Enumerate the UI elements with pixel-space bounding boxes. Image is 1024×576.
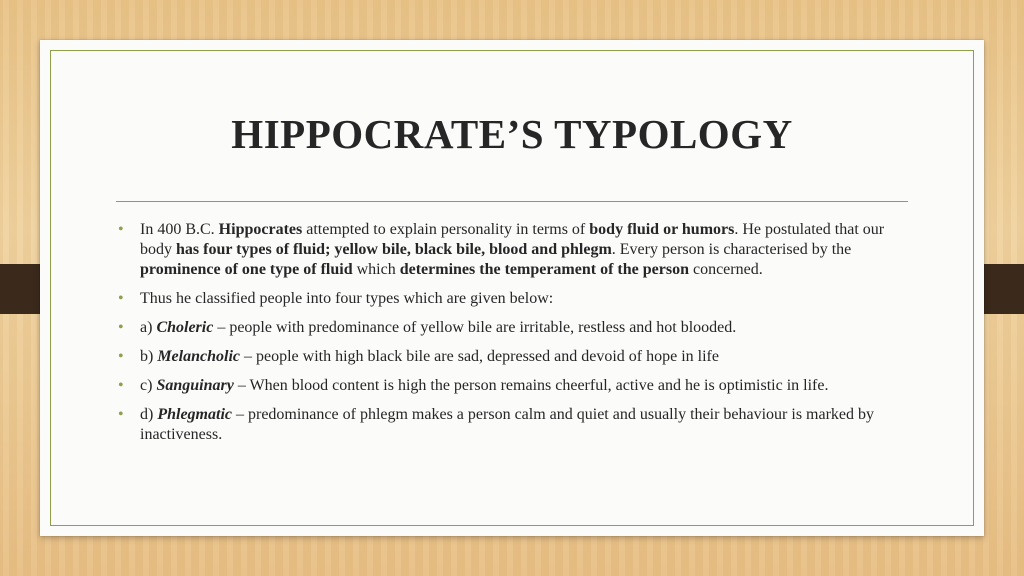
- bullet-text: c): [140, 377, 157, 394]
- bullet-text: In 400 B.C.: [140, 221, 219, 238]
- title-divider: [116, 201, 908, 202]
- bullet-emphasis: Sanguinary: [156, 377, 234, 394]
- bullet-text: – When blood content is high the person remains cheerful, active and he is optimistic in life.: [233, 377, 829, 394]
- bullet-emphasis: Phlegmatic: [157, 406, 232, 423]
- bullet-item: [140, 376, 900, 396]
- bullet-emphasis: Choleric: [156, 319, 214, 336]
- bullet-text: d): [140, 406, 158, 423]
- bullet-text: which: [352, 261, 400, 278]
- bullet-text: a): [140, 319, 157, 336]
- bullet-emphasis: has four types of fluid; yellow bile, black bile, blood and phlegm: [176, 241, 612, 258]
- slide-card: [40, 40, 984, 536]
- bullet-text: attempted to explain personality in terms of: [302, 221, 590, 238]
- bullet-text: . Every person is characterised by the: [611, 241, 852, 258]
- bullet-list: [140, 220, 900, 454]
- bullet-item: [140, 220, 900, 280]
- bullet-item: [140, 318, 900, 338]
- slide-title: HIPPOCRATE’S TYPOLOGY: [231, 111, 793, 157]
- bullet-text: – people with predominance of yellow bile are irritable, restless and hot blooded.: [213, 319, 737, 336]
- bullet-emphasis: body fluid or humors: [589, 221, 735, 238]
- bullet-emphasis: Hippocrates: [218, 221, 303, 238]
- bullet-text: b): [140, 348, 158, 365]
- bullet-text: – people with high black bile are sad, depressed and devoid of hope in life: [240, 348, 719, 365]
- bullet-text: Thus he classified people into four types which are given below:: [140, 290, 554, 307]
- bullet-item: [140, 405, 900, 445]
- bullet-text: . He postulated that our body: [140, 221, 885, 258]
- bullet-text: concerned.: [688, 261, 763, 278]
- bullet-emphasis: determines the temperament of the person: [399, 261, 689, 278]
- bullet-emphasis: prominence of one type of fluid: [140, 261, 353, 278]
- bullet-text: – predominance of phlegm makes a person calm and quiet and usually their behaviour is marked by inactiveness.: [140, 406, 875, 443]
- bullet-item: [140, 289, 900, 309]
- bullet-emphasis: Melancholic: [157, 348, 240, 365]
- bullet-item: [140, 347, 900, 367]
